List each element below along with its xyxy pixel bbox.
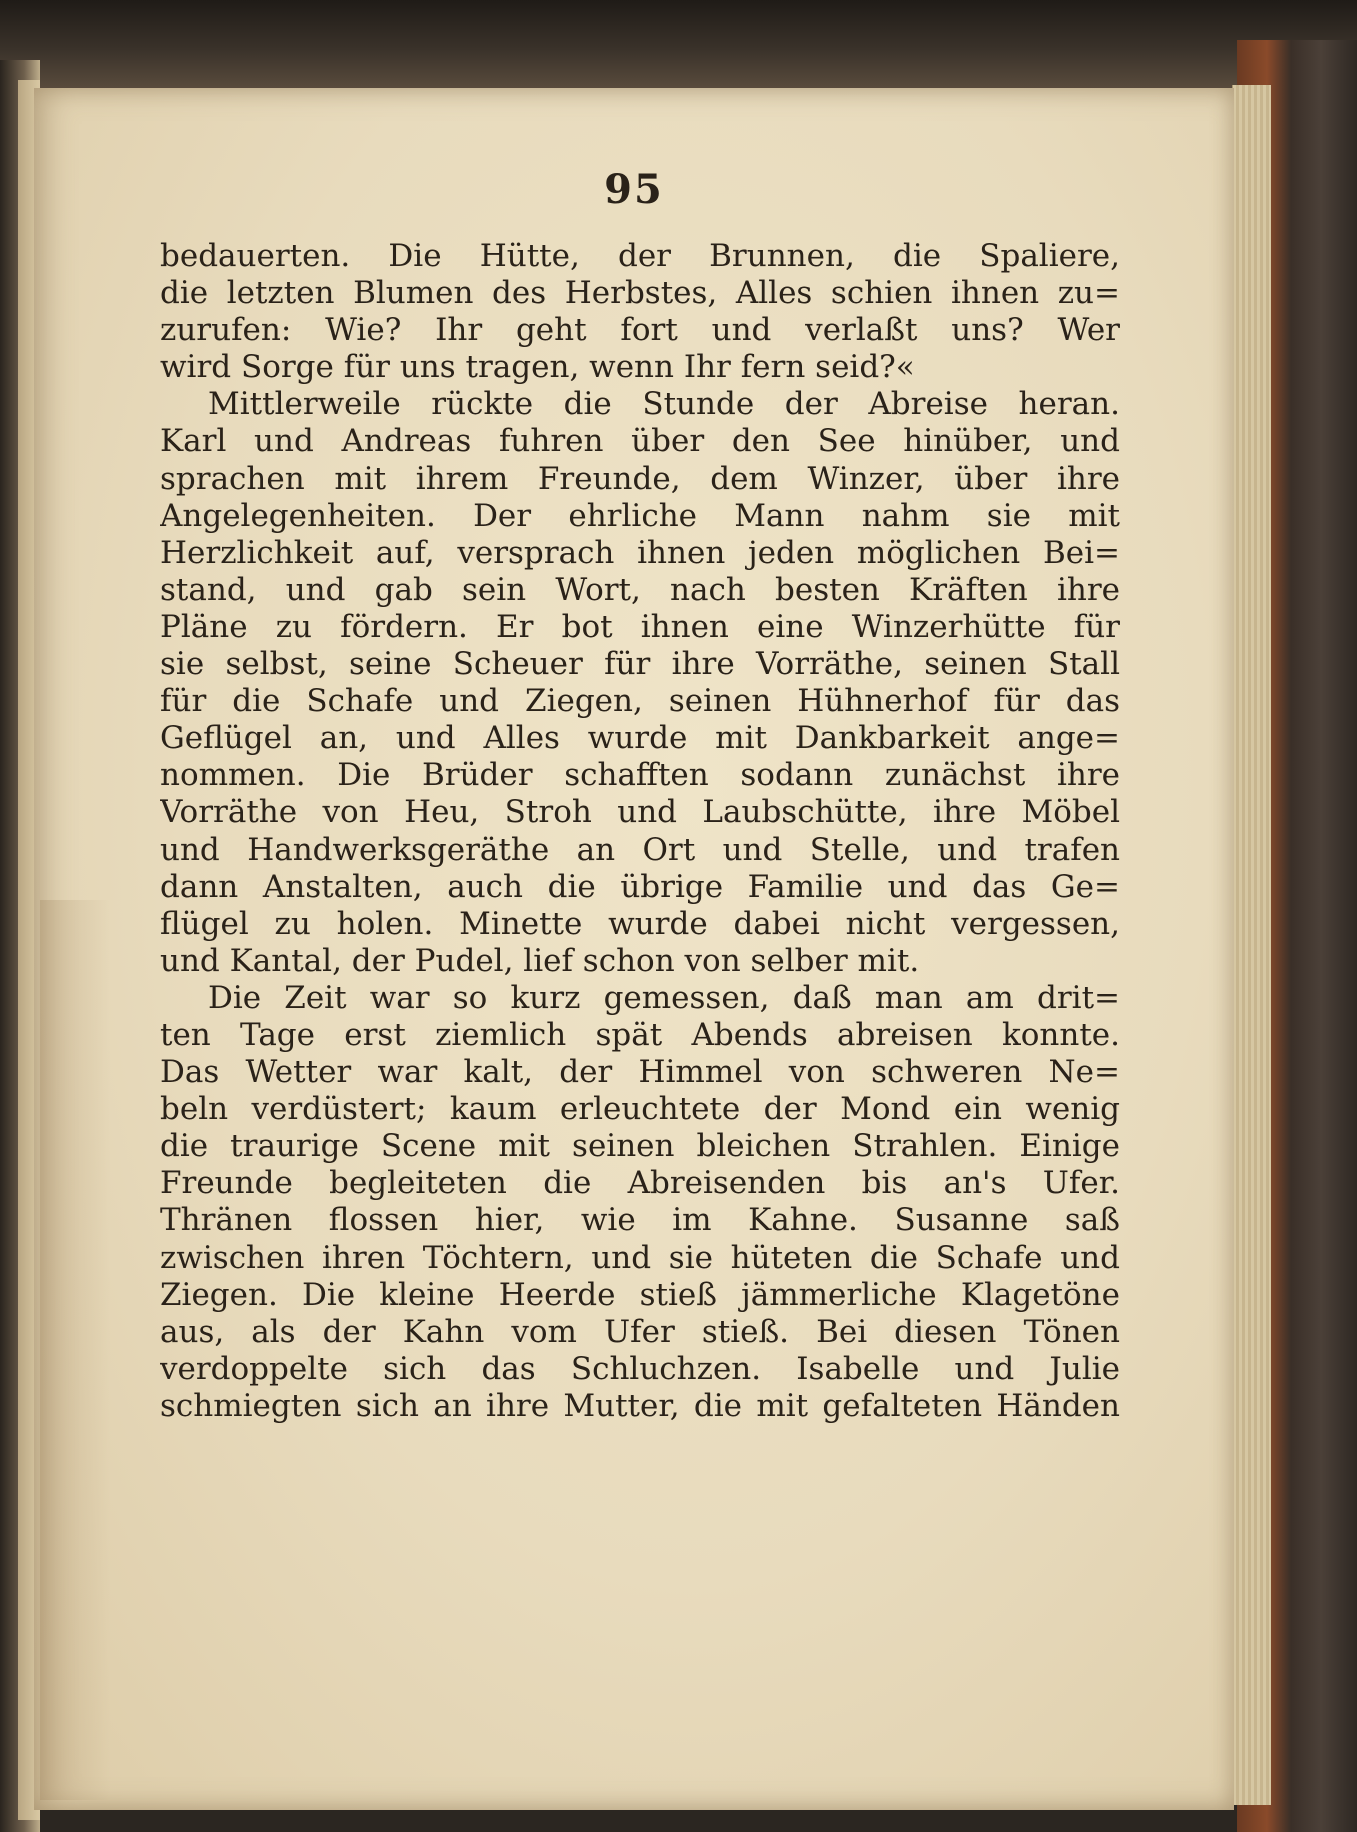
text-line: stand, und gab sein Wort, nach besten Kräften ihre <box>160 571 1120 608</box>
page-stack-edge <box>1232 85 1271 1805</box>
text-line: die traurige Scene mit seinen bleichen Strahlen. Einige <box>160 1128 1120 1165</box>
page-text <box>160 238 1120 1425</box>
text-line: sprachen mit ihrem Freunde, dem Winzer, über ihre <box>160 460 1120 497</box>
text-line: Mittlerweile rückte die Stunde der Abreise heran. <box>208 386 1120 423</box>
text-line: nommen. Die Brüder schafften sodann zunächst ihre <box>160 757 1120 794</box>
text-line: Vorräthe von Heu, Stroh und Laubschütte, ihre Möbel <box>160 794 1120 831</box>
text-line: Ziegen. Die kleine Heerde stieß jämmerliche Klagetöne <box>160 1276 1120 1313</box>
book-page <box>34 88 1234 1810</box>
text-line: beln verdüstert; kaum erleuchtete der Mond ein wenig <box>160 1091 1120 1128</box>
text-line: ten Tage erst ziemlich spät Abends abreisen konnte. <box>160 1016 1120 1053</box>
text-line: wird Sorge für uns tragen, wenn Ihr fern seid?« <box>160 349 915 386</box>
page-stain <box>40 900 110 1800</box>
text-line: zurufen: Wie? Ihr geht fort und verlaßt uns? Wer <box>160 312 1120 349</box>
text-line: schmiegten sich an ihre Mutter, die mit gefalteten Händen <box>160 1387 1120 1424</box>
text-line: und Handwerksgeräthe an Ort und Stelle, und trafen <box>160 831 1120 868</box>
text-line: verdoppelte sich das Schluchzen. Isabelle und Julie <box>160 1350 1120 1387</box>
text-line: Angelegenheiten. Der ehrliche Mann nahm sie mit <box>160 497 1120 534</box>
text-line: zwischen ihren Töchtern, und sie hüteten die Schafe und <box>160 1239 1120 1276</box>
text-line: und Kantal, der Pudel, lief schon von selber mit. <box>160 942 920 979</box>
text-line: Herzlichkeit auf, versprach ihnen jeden möglichen Bei= <box>160 534 1120 571</box>
text-line: sie selbst, seine Scheuer für ihre Vorräthe, seinen Stall <box>160 646 1120 683</box>
text-line: dann Anstalten, auch die übrige Familie und das Ge= <box>160 868 1120 905</box>
text-line: aus, als der Kahn vom Ufer stieß. Bei diesen Tönen <box>160 1313 1120 1350</box>
book-binding-top <box>0 0 1357 90</box>
text-line: Geflügel an, und Alles wurde mit Dankbarkeit ange= <box>160 720 1120 757</box>
text-line: Pläne zu fördern. Er bot ihnen eine Winzerhütte für <box>160 608 1120 645</box>
text-line: Das Wetter war kalt, der Himmel von schweren Ne= <box>160 1054 1120 1091</box>
text-line: Thränen flossen hier, wie im Kahne. Susanne saß <box>160 1202 1120 1239</box>
text-line: Die Zeit war so kurz gemessen, daß man am drit= <box>208 979 1120 1016</box>
text-line: die letzten Blumen des Herbstes, Alles schien ihnen zu= <box>160 275 1120 312</box>
text-line: bedauerten. Die Hütte, der Brunnen, die Spaliere, <box>160 238 1120 274</box>
text-line: Freunde begleiteten die Abreisenden bis an's Ufer. <box>160 1165 1120 1202</box>
text-line: flügel zu holen. Minette wurde dabei nicht vergessen, <box>160 905 1120 942</box>
page-number: 95 <box>604 166 664 213</box>
text-line: Karl und Andreas fuhren über den See hinüber, und <box>160 423 1120 460</box>
text-line: für die Schafe und Ziegen, seinen Hühnerhof für das <box>160 683 1120 720</box>
